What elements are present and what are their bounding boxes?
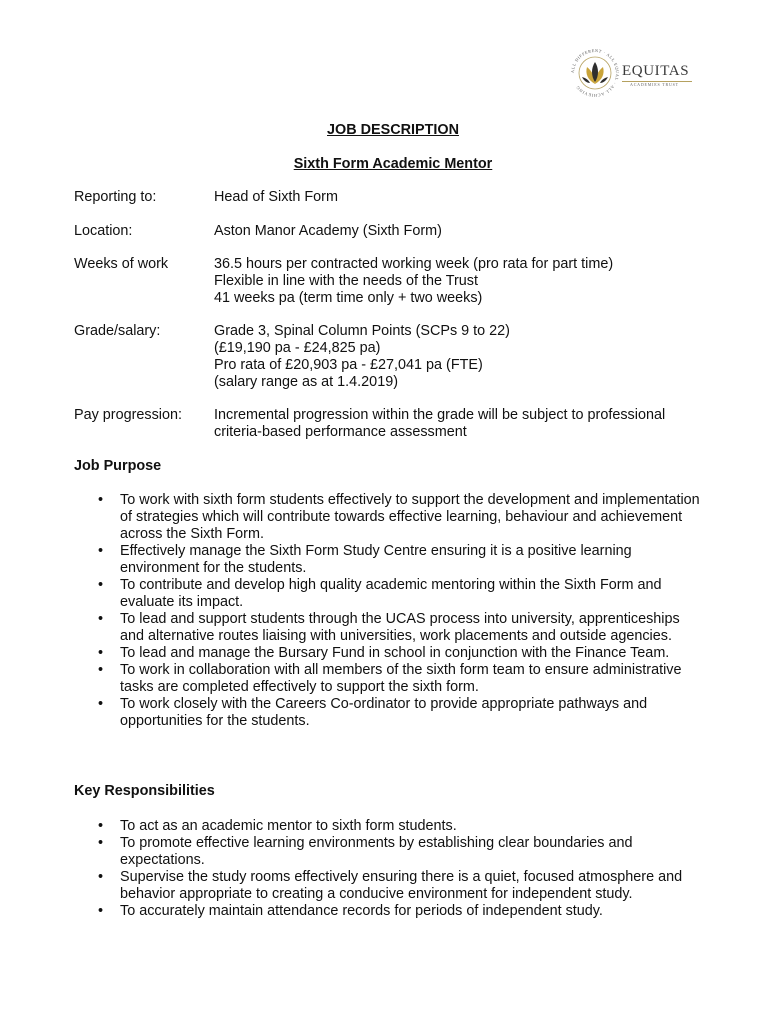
list-item-text: To accurately maintain attendance records for periods of independent study. — [120, 903, 603, 919]
bullet-icon: • — [98, 696, 104, 712]
reporting-label: Reporting to: — [74, 189, 157, 205]
bullet-icon: • — [98, 492, 104, 508]
grade-line: (£19,190 pa - £24,825 pa) — [214, 340, 381, 356]
svg-text:ALL DIFFERENT · ALL EQUAL · AL: ALL DIFFERENT · ALL EQUAL · ALL ACHIEVING — [569, 47, 621, 99]
list-item-text: To lead and support students through the UCAS process into university, apprenticeships and alternative routes liaising with universities, work placements and outside agencies. — [120, 611, 680, 644]
role-title: Sixth Form Academic Mentor — [293, 156, 493, 172]
bullet-icon: • — [98, 645, 104, 661]
list-item-text: To act as an academic mentor to sixth form students. — [120, 818, 457, 834]
list-item — [74, 903, 704, 920]
pay-text: Incremental progression within the grade will be subject to professional criteria-based performance assessment — [214, 407, 666, 440]
key-responsibilities-list — [74, 818, 704, 920]
list-item-text: To contribute and develop high quality academic mentoring within the Sixth Form and evaluate its impact. — [120, 577, 662, 610]
list-item — [74, 662, 704, 696]
reporting-value: Head of Sixth Form — [214, 189, 338, 205]
list-item — [74, 835, 704, 869]
location-values — [214, 223, 714, 240]
list-item-text: To work closely with the Careers Co-ordinator to provide appropriate pathways and opportunities for the students. — [120, 696, 648, 729]
bullet-icon: • — [98, 835, 104, 851]
list-item — [74, 492, 704, 543]
list-item — [74, 577, 704, 611]
list-item — [74, 696, 704, 730]
bullet-icon: • — [98, 577, 104, 593]
weeks-values — [214, 256, 714, 307]
logo-subtitle: ACADEMIES TRUST — [630, 82, 679, 87]
list-item-text: To promote effective learning environments by establishing clear boundaries and expectations. — [120, 835, 633, 868]
bullet-icon: • — [98, 611, 104, 627]
key-responsibilities-heading: Key Responsibilities — [74, 783, 215, 799]
location-label: Location: — [74, 223, 133, 239]
bullet-icon: • — [98, 869, 104, 885]
location-value: Aston Manor Academy (Sixth Form) — [214, 223, 442, 239]
grade-line: Grade 3, Spinal Column Points (SCPs 9 to 22) — [214, 323, 510, 339]
job-purpose-list — [74, 492, 704, 730]
list-item-text: To work in collaboration with all members of the sixth form team to ensure administrative tasks are completed effectively to support the sixth form. — [120, 662, 682, 695]
bullet-icon: • — [98, 903, 104, 919]
list-item-text: To work with sixth form students effectively to support the development and implementation of strategies which will contribute towards effective learning, behaviour and achievement across the Sixth Form. — [120, 492, 700, 542]
weeks-line: 36.5 hours per contracted working week (pro rata for part time) — [214, 256, 614, 272]
grade-line: (salary range as at 1.4.2019) — [214, 374, 398, 390]
list-item-text: Effectively manage the Sixth Form Study Centre ensuring it is a positive learning environment for the students. — [120, 543, 632, 576]
weeks-label: Weeks of work — [74, 256, 169, 272]
bullet-icon: • — [98, 543, 104, 559]
grade-values — [214, 323, 714, 391]
logo-wordmark: EQUITAS — [622, 63, 690, 79]
bullet-icon: • — [98, 662, 104, 678]
weeks-line: Flexible in line with the needs of the Trust — [214, 273, 478, 289]
equitas-emblem-icon — [568, 46, 622, 100]
pay-label: Pay progression: — [74, 407, 182, 423]
list-item — [74, 869, 704, 903]
weeks-line: 41 weeks pa (term time only + two weeks) — [214, 290, 483, 306]
list-item — [74, 543, 704, 577]
job-purpose-heading: Job Purpose — [74, 458, 162, 474]
list-item-text: To lead and manage the Bursary Fund in school in conjunction with the Finance Team. — [120, 645, 670, 661]
pay-values — [214, 407, 714, 441]
grade-label: Grade/salary: — [74, 323, 161, 339]
list-item — [74, 611, 704, 645]
list-item — [74, 645, 704, 662]
list-item — [74, 818, 704, 835]
list-item-text: Supervise the study rooms effectively ensuring there is a quiet, focused atmosphere and behavior appropriate to creating a conducive environment for independent study. — [120, 869, 683, 902]
equitas-logo — [564, 46, 704, 102]
grade-line: Pro rata of £20,903 pa - £27,041 pa (FTE) — [214, 357, 483, 373]
bullet-icon: • — [98, 818, 104, 834]
document-title: JOB DESCRIPTION — [327, 122, 459, 138]
reporting-values — [214, 189, 714, 206]
